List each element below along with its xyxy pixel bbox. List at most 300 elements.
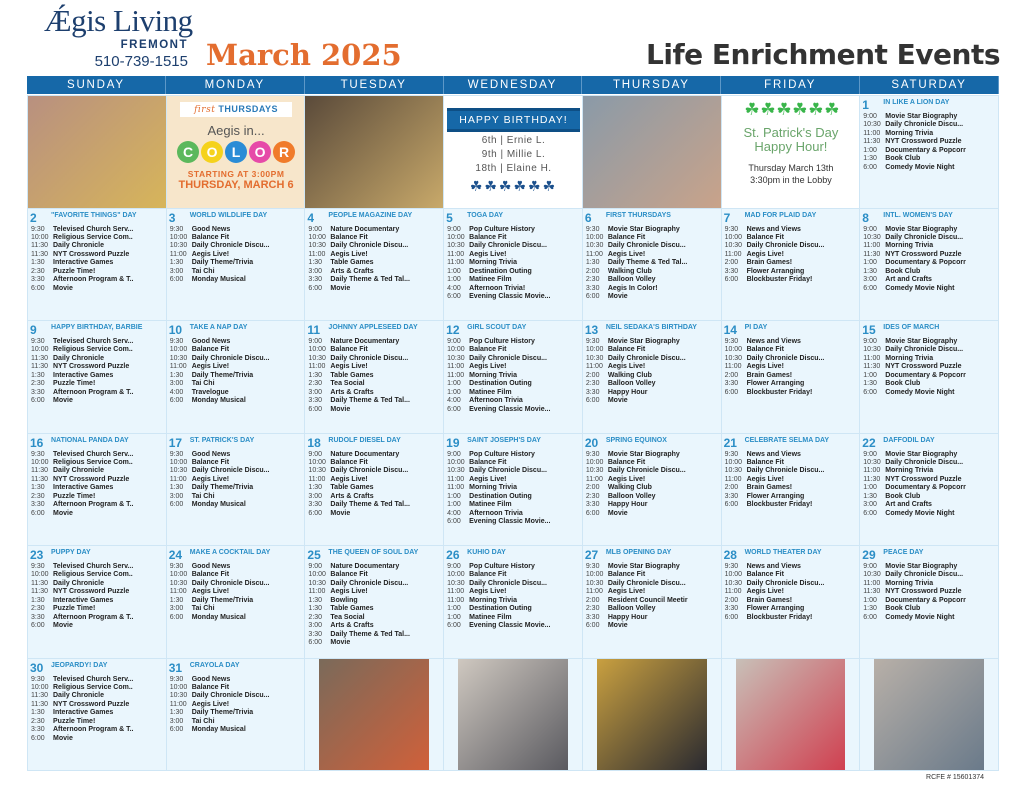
event-item[interactable] <box>31 692 164 700</box>
event-item[interactable] <box>586 338 719 346</box>
event-item[interactable] <box>31 597 164 605</box>
event-item[interactable] <box>725 259 858 267</box>
event-item[interactable] <box>170 380 303 388</box>
event-item[interactable] <box>447 397 580 405</box>
event-item[interactable] <box>308 285 441 293</box>
event-item[interactable] <box>170 684 303 692</box>
event-item[interactable] <box>447 268 580 276</box>
event-item[interactable] <box>170 614 303 622</box>
event-item[interactable] <box>308 580 441 588</box>
event-item[interactable] <box>308 622 441 630</box>
event-item[interactable] <box>308 355 441 363</box>
event-item[interactable] <box>725 614 858 622</box>
event-time: 3:00 <box>308 267 323 275</box>
event-item[interactable] <box>863 155 996 163</box>
event-item[interactable] <box>725 459 858 467</box>
event-item[interactable] <box>586 259 719 267</box>
event-item[interactable] <box>170 226 303 234</box>
event-item[interactable] <box>31 493 164 501</box>
event-item[interactable] <box>308 588 441 596</box>
event-time: 1:30 <box>863 492 877 500</box>
day-cell[interactable] <box>583 321 721 433</box>
event-item[interactable] <box>170 709 303 717</box>
day-cell[interactable] <box>722 321 860 433</box>
event-item[interactable] <box>586 380 719 388</box>
event-item[interactable] <box>31 397 164 405</box>
event-item[interactable] <box>447 597 580 605</box>
event-item[interactable] <box>170 251 303 259</box>
event-item[interactable] <box>170 397 303 405</box>
event-item[interactable] <box>170 476 303 484</box>
event-item[interactable] <box>31 484 164 492</box>
event-item[interactable] <box>308 338 441 346</box>
event-item[interactable] <box>31 676 164 684</box>
event-item[interactable] <box>31 563 164 571</box>
day-cell[interactable] <box>444 321 582 433</box>
event-item[interactable] <box>863 467 996 475</box>
event-item[interactable] <box>308 242 441 250</box>
event-item[interactable] <box>447 389 580 397</box>
event-item[interactable] <box>863 571 996 579</box>
event-item[interactable] <box>586 484 719 492</box>
event-item[interactable] <box>586 605 719 613</box>
day-cell[interactable] <box>167 209 305 321</box>
event-item[interactable] <box>447 622 580 630</box>
event-item[interactable] <box>447 580 580 588</box>
event-item[interactable] <box>447 242 580 250</box>
event-item[interactable] <box>725 467 858 475</box>
event-item[interactable] <box>31 338 164 346</box>
event-item[interactable] <box>586 510 719 518</box>
event-item[interactable] <box>447 293 580 301</box>
event-item[interactable] <box>308 501 441 509</box>
day-cell[interactable] <box>305 209 443 321</box>
event-item[interactable] <box>31 622 164 630</box>
event-item[interactable] <box>170 242 303 250</box>
event-item[interactable] <box>863 476 996 484</box>
event-name: Matinee Film <box>469 501 512 509</box>
event-item[interactable] <box>447 226 580 234</box>
event-item[interactable] <box>586 451 719 459</box>
event-item[interactable] <box>863 380 996 388</box>
event-item[interactable] <box>725 597 858 605</box>
event-item[interactable] <box>447 493 580 501</box>
event-item[interactable] <box>586 285 719 293</box>
event-item[interactable] <box>725 563 858 571</box>
event-name: Daily Theme & Ted Tal... <box>607 259 688 267</box>
event-item[interactable] <box>447 510 580 518</box>
day-cell[interactable] <box>28 434 166 546</box>
event-item[interactable] <box>447 459 580 467</box>
event-item[interactable] <box>170 363 303 371</box>
event-item[interactable] <box>863 338 996 346</box>
event-item[interactable] <box>447 518 580 526</box>
event-item[interactable] <box>725 338 858 346</box>
event-item[interactable] <box>863 234 996 242</box>
event-name: Balance Fit <box>330 571 368 579</box>
event-time: 6:00 <box>724 501 739 509</box>
event-item[interactable] <box>308 614 441 622</box>
event-item[interactable] <box>586 346 719 354</box>
event-time: 10:30 <box>308 242 326 250</box>
day-cell[interactable] <box>28 209 166 321</box>
event-item[interactable] <box>586 234 719 242</box>
event-item[interactable] <box>447 467 580 475</box>
event-item[interactable] <box>447 571 580 579</box>
event-item[interactable] <box>447 363 580 371</box>
event-item[interactable] <box>308 459 441 467</box>
event-item[interactable] <box>725 355 858 363</box>
event-name: Daily Chronicle Discu... <box>607 579 686 587</box>
event-time: 10:00 <box>447 571 465 579</box>
event-item[interactable] <box>170 726 303 734</box>
event-item[interactable] <box>308 397 441 405</box>
event-item[interactable] <box>725 242 858 250</box>
event-item[interactable] <box>31 363 164 371</box>
event-item[interactable] <box>31 571 164 579</box>
event-item[interactable] <box>586 251 719 259</box>
event-item[interactable] <box>863 510 996 518</box>
event-item[interactable] <box>170 389 303 397</box>
event-item[interactable] <box>31 268 164 276</box>
event-item[interactable] <box>863 580 996 588</box>
event-item[interactable] <box>586 459 719 467</box>
event-item[interactable] <box>170 571 303 579</box>
event-name: NYT Crossword Puzzle <box>885 138 962 146</box>
event-item[interactable] <box>447 251 580 259</box>
event-item[interactable] <box>170 676 303 684</box>
event-item[interactable] <box>31 684 164 692</box>
event-item[interactable] <box>863 484 996 492</box>
event-item[interactable] <box>863 363 996 371</box>
event-item[interactable] <box>586 614 719 622</box>
event-item[interactable] <box>308 234 441 242</box>
day-cell[interactable] <box>722 546 860 658</box>
event-item[interactable] <box>586 501 719 509</box>
event-name: Daily Chronicle Discu... <box>885 121 964 129</box>
event-item[interactable] <box>31 580 164 588</box>
event-item[interactable] <box>863 605 996 613</box>
event-item[interactable] <box>31 726 164 734</box>
event-item[interactable] <box>31 588 164 596</box>
event-time: 6:00 <box>31 622 45 630</box>
event-item[interactable] <box>31 355 164 363</box>
day-cell[interactable] <box>305 434 443 546</box>
event-item[interactable] <box>447 372 580 380</box>
event-item[interactable] <box>863 121 996 129</box>
event-item[interactable] <box>863 164 996 172</box>
event-item[interactable] <box>170 372 303 380</box>
event-item[interactable] <box>725 493 858 501</box>
event-item[interactable] <box>308 346 441 354</box>
event-item[interactable] <box>308 563 441 571</box>
event-item[interactable] <box>863 563 996 571</box>
event-item[interactable] <box>308 259 441 267</box>
event-item[interactable] <box>725 380 858 388</box>
event-item[interactable] <box>725 605 858 613</box>
event-time: 9:00 <box>863 338 877 345</box>
day-cell[interactable] <box>167 321 305 433</box>
event-item[interactable] <box>725 580 858 588</box>
day-cell[interactable] <box>860 209 998 321</box>
event-item[interactable] <box>447 234 580 242</box>
event-item[interactable] <box>31 380 164 388</box>
event-item[interactable] <box>447 276 580 284</box>
day-cell[interactable] <box>722 209 860 321</box>
event-item[interactable] <box>308 389 441 397</box>
event-item[interactable] <box>31 701 164 709</box>
event-item[interactable] <box>863 130 996 138</box>
event-item[interactable] <box>170 484 303 492</box>
event-item[interactable] <box>170 588 303 596</box>
event-item[interactable] <box>586 372 719 380</box>
event-item[interactable] <box>725 484 858 492</box>
event-item[interactable] <box>586 355 719 363</box>
event-item[interactable] <box>447 285 580 293</box>
event-item[interactable] <box>31 467 164 475</box>
day-cell[interactable] <box>860 96 998 208</box>
day-cell[interactable] <box>583 434 721 546</box>
event-item[interactable] <box>725 451 858 459</box>
event-item[interactable] <box>31 346 164 354</box>
event-item[interactable] <box>863 501 996 509</box>
event-item[interactable] <box>31 372 164 380</box>
event-item[interactable] <box>586 476 719 484</box>
event-item[interactable] <box>863 285 996 293</box>
event-item[interactable] <box>170 718 303 726</box>
event-item[interactable] <box>586 226 719 234</box>
event-item[interactable] <box>308 276 441 284</box>
event-item[interactable] <box>586 467 719 475</box>
event-item[interactable] <box>170 338 303 346</box>
event-item[interactable] <box>863 268 996 276</box>
day-cell[interactable] <box>444 209 582 321</box>
event-item[interactable] <box>308 372 441 380</box>
day-cell[interactable] <box>28 321 166 433</box>
event-item[interactable] <box>308 251 441 259</box>
event-item[interactable] <box>170 580 303 588</box>
event-item[interactable] <box>31 259 164 267</box>
event-item[interactable] <box>308 363 441 371</box>
event-item[interactable] <box>586 571 719 579</box>
day-cell[interactable] <box>305 321 443 433</box>
event-item[interactable] <box>863 614 996 622</box>
event-name: Balance Fit <box>607 571 646 579</box>
event-item[interactable] <box>31 276 164 284</box>
event-item[interactable] <box>447 501 580 509</box>
event-item[interactable] <box>31 242 164 250</box>
event-item[interactable] <box>308 493 441 501</box>
event-item[interactable] <box>863 251 996 259</box>
event-item[interactable] <box>170 234 303 242</box>
event-item[interactable] <box>447 484 580 492</box>
event-item[interactable] <box>863 138 996 146</box>
event-item[interactable] <box>447 476 580 484</box>
day-cell[interactable] <box>167 659 305 771</box>
day-cell[interactable] <box>167 546 305 658</box>
event-item[interactable] <box>170 467 303 475</box>
event-item[interactable] <box>170 501 303 509</box>
event-time: 4:00 <box>447 509 461 517</box>
event-item[interactable] <box>586 597 719 605</box>
event-name: Evening Classic Movie... <box>469 622 551 630</box>
event-time: 10:00 <box>308 571 326 579</box>
event-item[interactable] <box>586 397 719 405</box>
event-item[interactable] <box>31 718 164 726</box>
event-item[interactable] <box>31 501 164 509</box>
event-item[interactable] <box>863 588 996 596</box>
day-cell[interactable] <box>444 546 582 658</box>
event-item[interactable] <box>308 631 441 639</box>
event-item[interactable] <box>725 268 858 276</box>
event-item[interactable] <box>31 389 164 397</box>
day-cell[interactable] <box>28 546 166 658</box>
day-cell[interactable] <box>860 546 998 658</box>
event-item[interactable] <box>170 563 303 571</box>
event-item[interactable] <box>31 709 164 717</box>
event-name: Walking Club <box>607 371 652 379</box>
event-name: Table Games <box>330 371 374 379</box>
event-item[interactable] <box>725 588 858 596</box>
event-item[interactable] <box>725 476 858 484</box>
event-item[interactable] <box>31 451 164 459</box>
event-item[interactable] <box>725 389 858 397</box>
event-item[interactable] <box>586 588 719 596</box>
day-cell[interactable] <box>167 434 305 546</box>
event-item[interactable] <box>308 380 441 388</box>
day-cell[interactable] <box>722 434 860 546</box>
event-time: 11:00 <box>585 250 603 258</box>
event-item[interactable] <box>170 493 303 501</box>
event-item[interactable] <box>586 563 719 571</box>
event-item[interactable] <box>31 614 164 622</box>
event-item[interactable] <box>170 597 303 605</box>
event-item[interactable] <box>863 346 996 354</box>
event-item[interactable] <box>863 113 996 121</box>
day-cell[interactable] <box>860 321 998 433</box>
event-item[interactable] <box>31 285 164 293</box>
event-item[interactable] <box>586 622 719 630</box>
event-item[interactable] <box>170 346 303 354</box>
event-item[interactable] <box>31 251 164 259</box>
event-item[interactable] <box>308 226 441 234</box>
event-item[interactable] <box>863 451 996 459</box>
event-item[interactable] <box>447 605 580 613</box>
event-item[interactable] <box>170 451 303 459</box>
event-item[interactable] <box>863 147 996 155</box>
event-item[interactable] <box>308 406 441 414</box>
event-item[interactable] <box>170 259 303 267</box>
event-item[interactable] <box>170 459 303 467</box>
event-item[interactable] <box>170 701 303 709</box>
day-cell[interactable] <box>444 434 582 546</box>
event-item[interactable] <box>863 597 996 605</box>
event-item[interactable] <box>725 346 858 354</box>
event-item[interactable] <box>863 372 996 380</box>
day-cell[interactable] <box>28 659 166 771</box>
event-item[interactable] <box>447 563 580 571</box>
day-cell[interactable] <box>305 546 443 658</box>
event-name: Flower Arranging <box>746 267 805 275</box>
event-item[interactable] <box>31 226 164 234</box>
day-theme: JEOPARDY! DAY <box>51 661 108 669</box>
event-item[interactable] <box>308 571 441 579</box>
event-item[interactable] <box>447 451 580 459</box>
event-item[interactable] <box>308 451 441 459</box>
event-item[interactable] <box>863 259 996 267</box>
event-item[interactable] <box>725 363 858 371</box>
event-item[interactable] <box>586 493 719 501</box>
event-item[interactable] <box>447 355 580 363</box>
event-item[interactable] <box>586 276 719 284</box>
event-item[interactable] <box>863 242 996 250</box>
event-item[interactable] <box>725 226 858 234</box>
event-item[interactable] <box>725 501 858 509</box>
event-item[interactable] <box>308 639 441 647</box>
event-item[interactable] <box>447 406 580 414</box>
event-item[interactable] <box>31 459 164 467</box>
event-item[interactable] <box>586 242 719 250</box>
event-item[interactable] <box>308 597 441 605</box>
event-item[interactable] <box>308 484 441 492</box>
event-item[interactable] <box>863 459 996 467</box>
day-cell[interactable] <box>583 546 721 658</box>
event-item[interactable] <box>31 605 164 613</box>
event-item[interactable] <box>170 355 303 363</box>
event-item[interactable] <box>586 293 719 301</box>
event-item[interactable] <box>725 251 858 259</box>
event-item[interactable] <box>863 276 996 284</box>
event-item[interactable] <box>447 380 580 388</box>
day-cell[interactable] <box>860 434 998 546</box>
event-time: 3:30 <box>31 388 45 396</box>
event-item[interactable] <box>863 493 996 501</box>
event-item[interactable] <box>447 588 580 596</box>
event-item[interactable] <box>725 234 858 242</box>
event-item[interactable] <box>725 571 858 579</box>
event-item[interactable] <box>725 372 858 380</box>
event-item[interactable] <box>586 389 719 397</box>
event-item[interactable] <box>170 692 303 700</box>
event-item[interactable] <box>586 363 719 371</box>
event-item[interactable] <box>31 476 164 484</box>
event-item[interactable] <box>586 268 719 276</box>
event-item[interactable] <box>308 605 441 613</box>
event-item[interactable] <box>447 346 580 354</box>
event-item[interactable] <box>308 268 441 276</box>
event-item[interactable] <box>863 355 996 363</box>
event-name: Balance Fit <box>607 346 646 354</box>
event-item[interactable] <box>308 476 441 484</box>
event-item[interactable] <box>31 510 164 518</box>
event-item[interactable] <box>447 259 580 267</box>
event-item[interactable] <box>447 614 580 622</box>
event-item[interactable] <box>31 234 164 242</box>
event-item[interactable] <box>308 467 441 475</box>
event-item[interactable] <box>863 389 996 397</box>
event-item[interactable] <box>31 735 164 743</box>
event-item[interactable] <box>308 510 441 518</box>
event-item[interactable] <box>586 580 719 588</box>
event-item[interactable] <box>863 226 996 234</box>
day-cell[interactable] <box>583 209 721 321</box>
event-item[interactable] <box>170 268 303 276</box>
event-name: Daily Theme/Trivia <box>191 259 254 267</box>
event-item[interactable] <box>725 276 858 284</box>
event-item[interactable] <box>447 338 580 346</box>
event-item[interactable] <box>170 605 303 613</box>
event-item[interactable] <box>170 276 303 284</box>
